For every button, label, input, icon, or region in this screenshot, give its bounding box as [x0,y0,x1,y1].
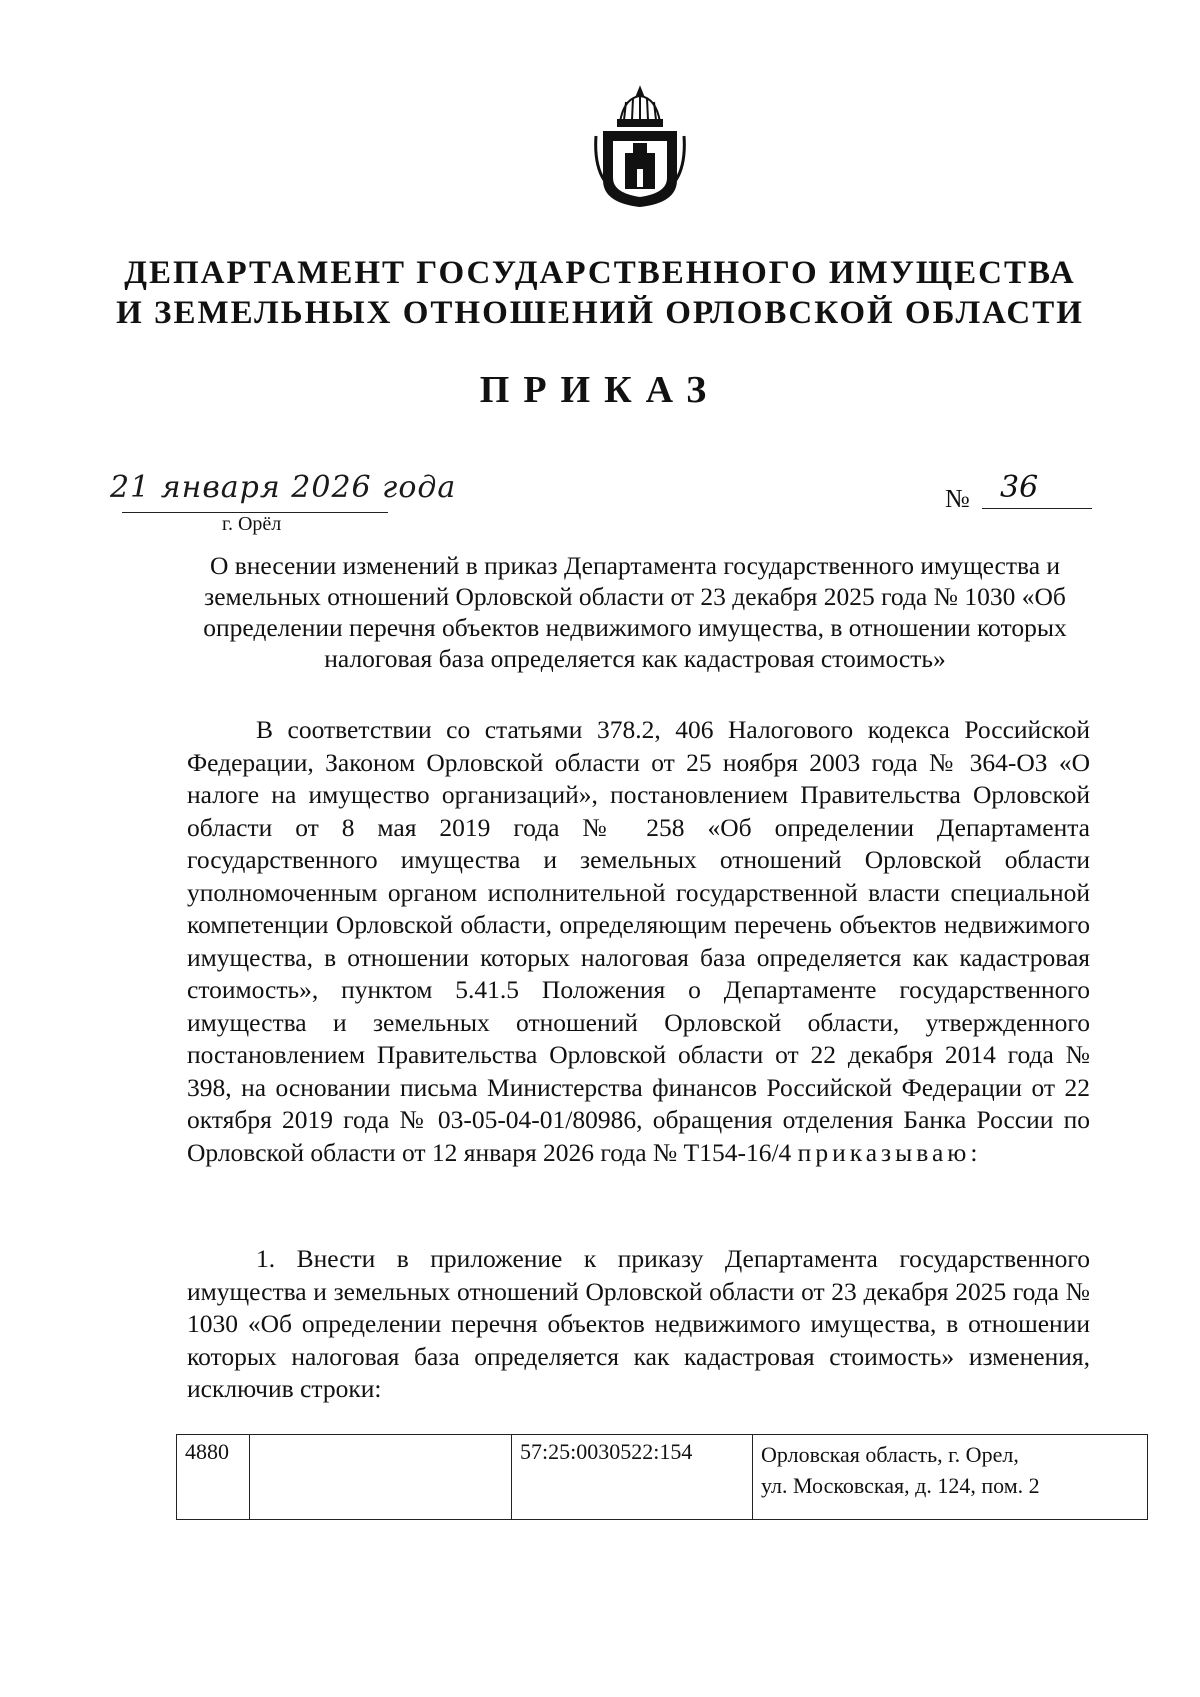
document-type-title: ПРИКАЗ [479,369,721,411]
orel-coat-of-arms-icon [590,84,690,210]
address-cell [753,1435,1148,1520]
preamble-paragraph [187,714,1090,1169]
city-label: г. Орёл [222,513,282,535]
preamble-text: В соответствии со статьями 378.2, 406 Налогового кодекса Российской Федерации, Законом Орловской области от 25 ноября 2003 года № 364-ОЗ «О налоге на имущество организаций», постановлением Правительства Орловской области от 8 мая 2019 года № 258 «Об определении Департамента государственного имущества и земельных отношений Орловской области уполномоченным органом исполнительной государственной власти специальной компетенции Орловской области, определяющим перечень объектов недвижимого имущества, в отношении которых налоговая база определяется как кадастровая стоимость», пунктом 5.41.5 Положения о Департаменте государственного имущества и земельных отношений Орловской области, утвержденного постановлением Правительства Орловской области от 22 декабря 2014 года № 398, на основании письма Министерства финансов Российской Федерации от 22 октября 2019 года № 03-05-04-01/80986, обращения отделения Банка России по Орловской области от 12 января 2026 года № Т154-16/4 [187,715,1090,1167]
empty-cell [250,1435,512,1520]
order-word: приказываю: [797,1137,982,1167]
number-sign: № [945,484,970,513]
row-number-cell: 4880 [177,1435,250,1520]
order-subject: О внесении изменений в приказ Департамента государственного имущества и земельных отношений Орловской области от 23 декабря 2025 года № 1030 «Об определении перечня объектов недвижимого имущества, в отношении которых налоговая база определяется как кадастровая стоимость» [203,551,1067,673]
excluded-rows-table [176,1434,1148,1520]
address-line2: ул. Московская, д. 124, пом. 2 [761,1473,1040,1498]
table-row [177,1435,1148,1520]
address-line1: Орловская область, г. Орел, [761,1442,1019,1467]
handwritten-date: 21 января 2026 года [110,470,457,505]
number-underline [982,508,1092,509]
item-1-paragraph: 1. Внести в приложение к приказу Департамента государственного имущества и земельных отношений Орловской области от 23 декабря 2025 года № 1030 «Об определении перечня объектов недвижимого имущества, в отношении которых налоговая база определяется как кадастровая стоимость» изменения, исключив строки: [187,1244,1090,1403]
handwritten-number: 36 [1000,470,1039,505]
organization-name-line1: ДЕПАРТАМЕНТ ГОСУДАРСТВЕННОГО ИМУЩЕСТВА [124,255,1076,291]
organization-name-line2: И ЗЕМЕЛЬНЫХ ОТНОШЕНИЙ ОРЛОВСКОЙ ОБЛАСТИ [116,295,1084,331]
cadastral-number-cell: 57:25:0030522:154 [512,1435,753,1520]
